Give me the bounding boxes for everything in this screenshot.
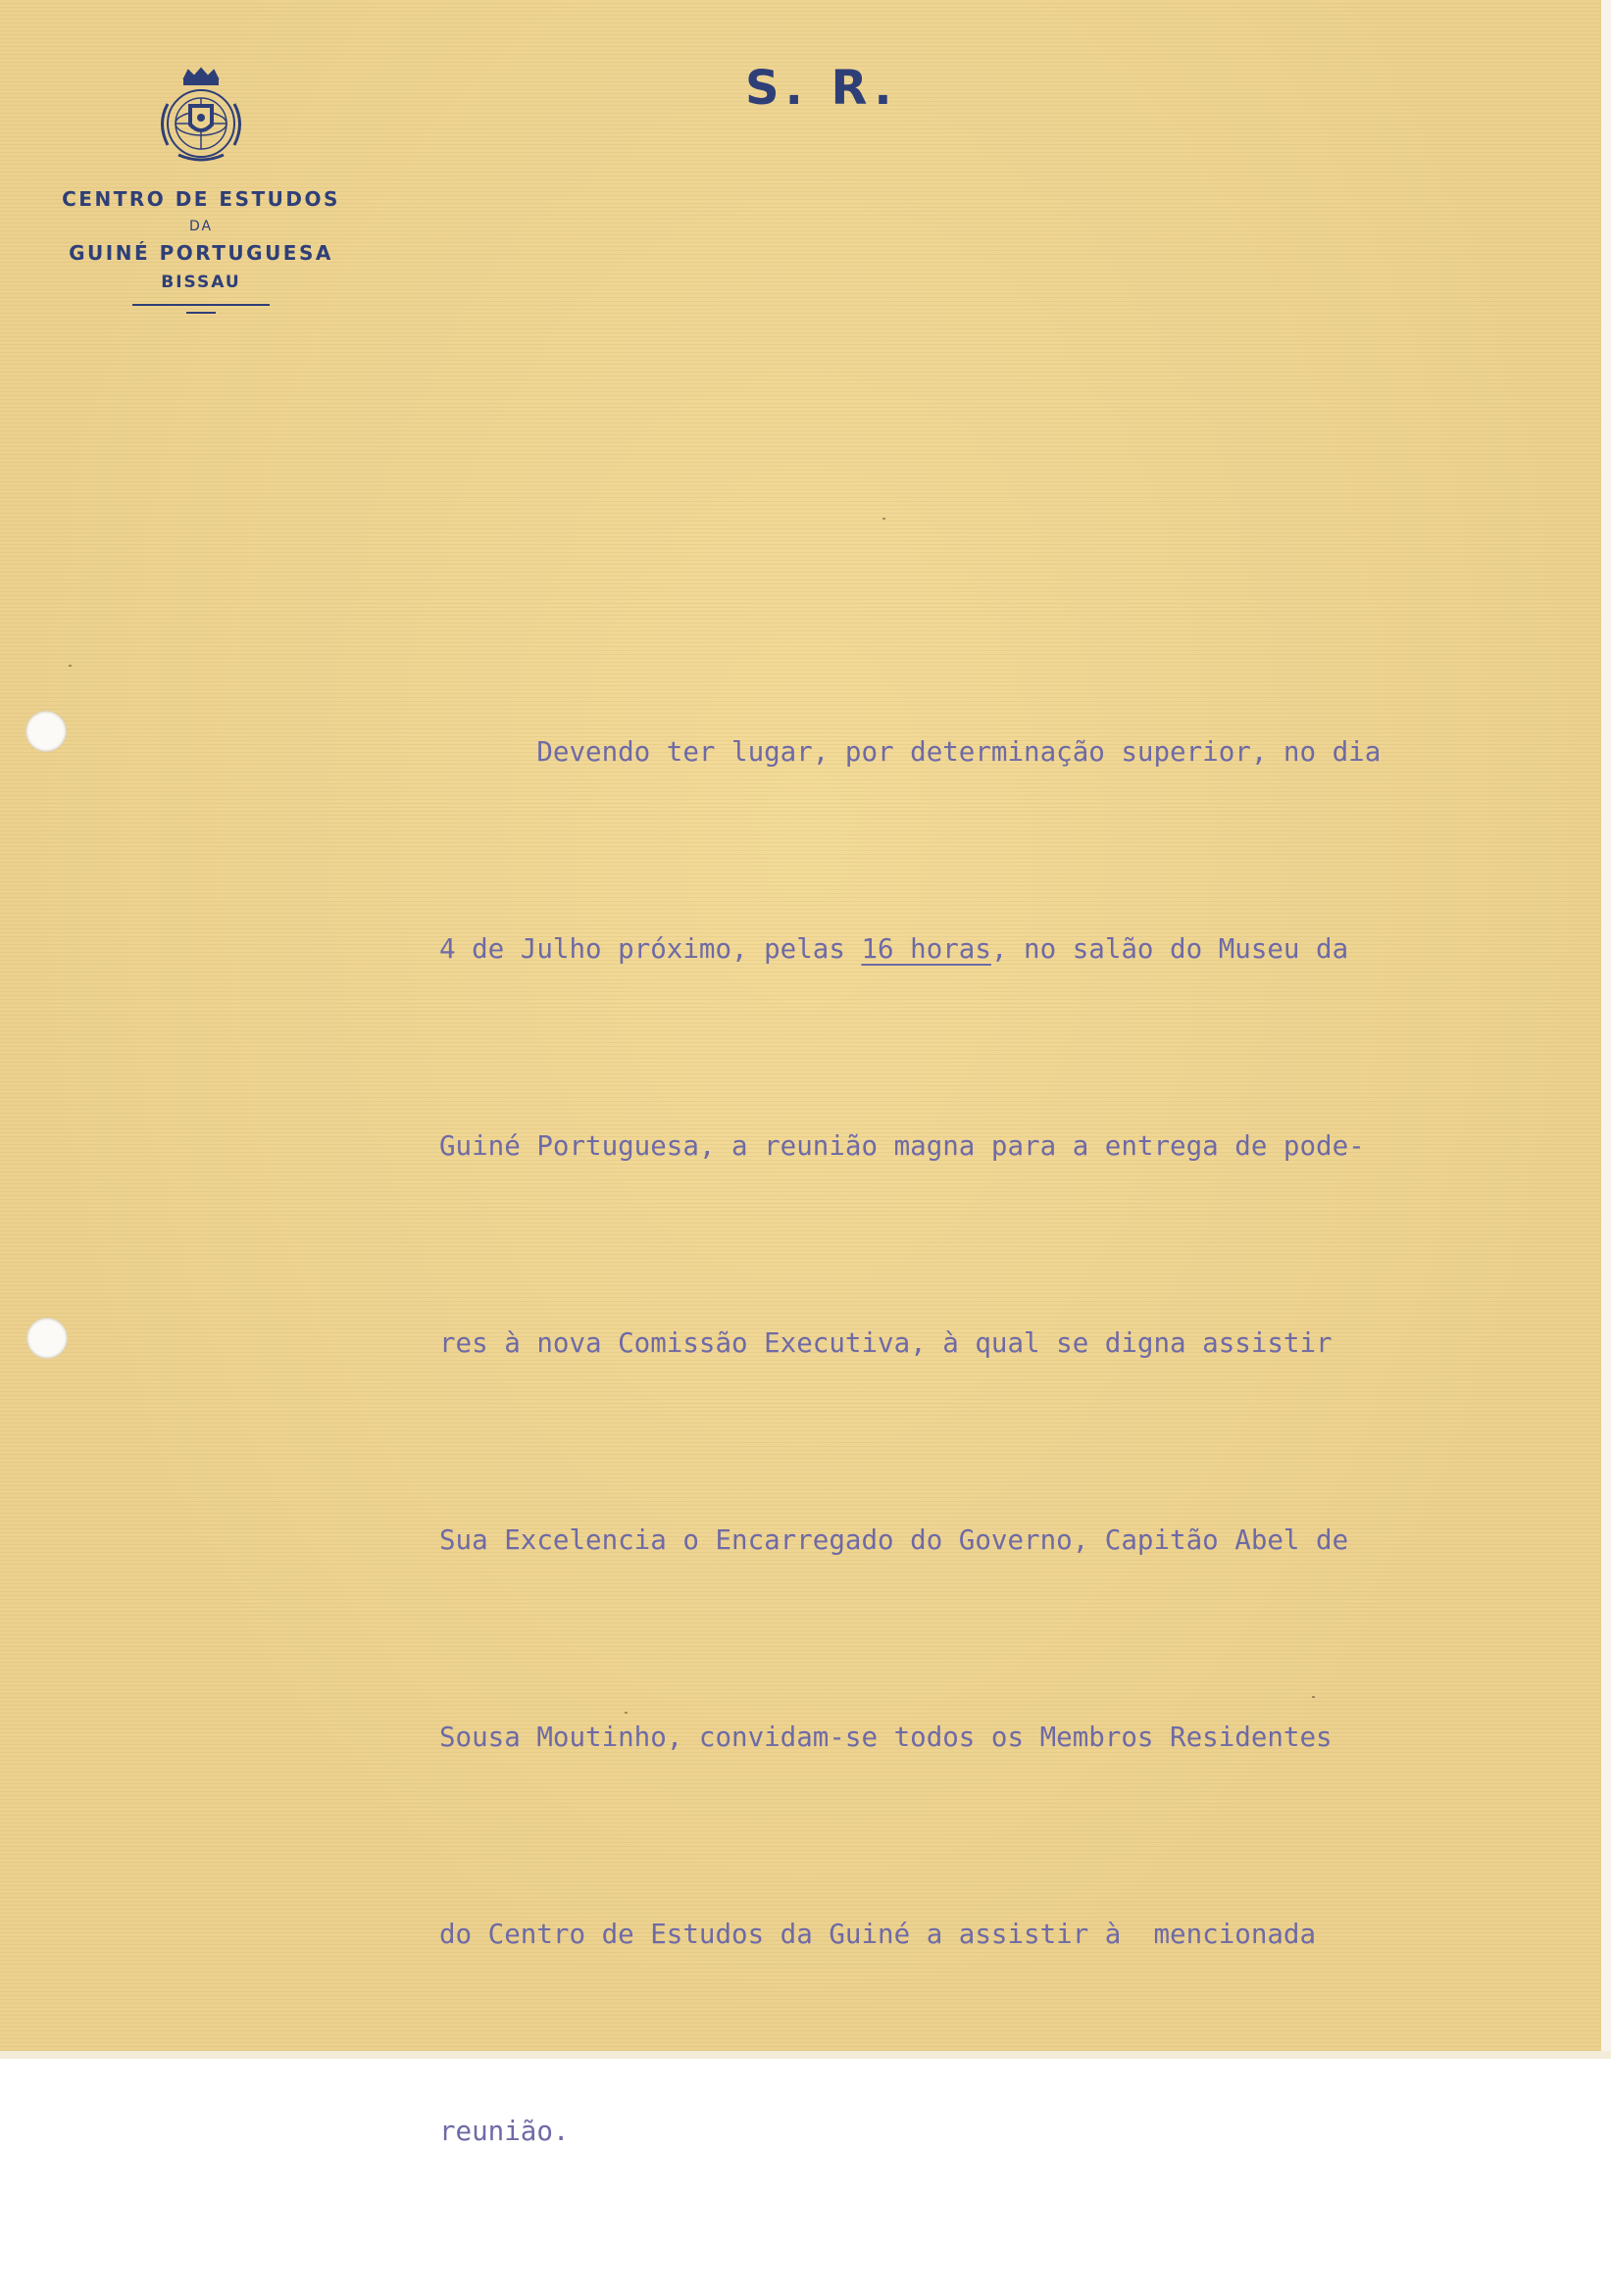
letterhead-city: BISSAU [161,273,241,292]
meeting-time: 16 horas [861,933,991,965]
body-line-text: , no salão do Museu da [990,933,1349,965]
letterhead-connector: DA [188,219,214,234]
body-line-text: 4 de Julho próximo, pelas [439,933,862,965]
scan-right-margin [1601,0,1611,2059]
body-line: reunião. [439,2116,570,2147]
body-line: Devendo ter lugar, por determinação superior, no dia [439,736,1382,768]
body-line: Guiné Portuguesa, a reunião magna para a entrega de pode- [439,1130,1365,1162]
paper-speck [882,518,885,520]
body-line: Sousa Moutinho, convidam-se todos os Membros Residentes [439,1722,1333,1753]
letterhead-organization: CENTRO DE ESTUDOS [62,187,340,211]
letterhead [39,182,363,314]
body-line: Sua Excelencia o Encarregado do Governo, Capitão Abel de [439,1524,1349,1556]
punch-hole-bottom [26,1318,68,1359]
coat-of-arms-icon [145,65,257,169]
letterhead-divider-short [186,312,216,314]
body-line: res à nova Comissão Executiva, à qual se digna assistir [439,1327,1333,1359]
body-line: do Centro de Estudos da Guiné a assistir à mencionada [439,1919,1317,1950]
letterhead-divider [132,304,270,306]
body-line [439,917,1586,982]
paper-speck [69,665,72,667]
header-mark: S. R. [745,61,898,116]
punch-hole-top [25,711,67,752]
letter-body [439,588,1586,2296]
letterhead-region: GUINÉ PORTUGUESA [69,241,333,265]
